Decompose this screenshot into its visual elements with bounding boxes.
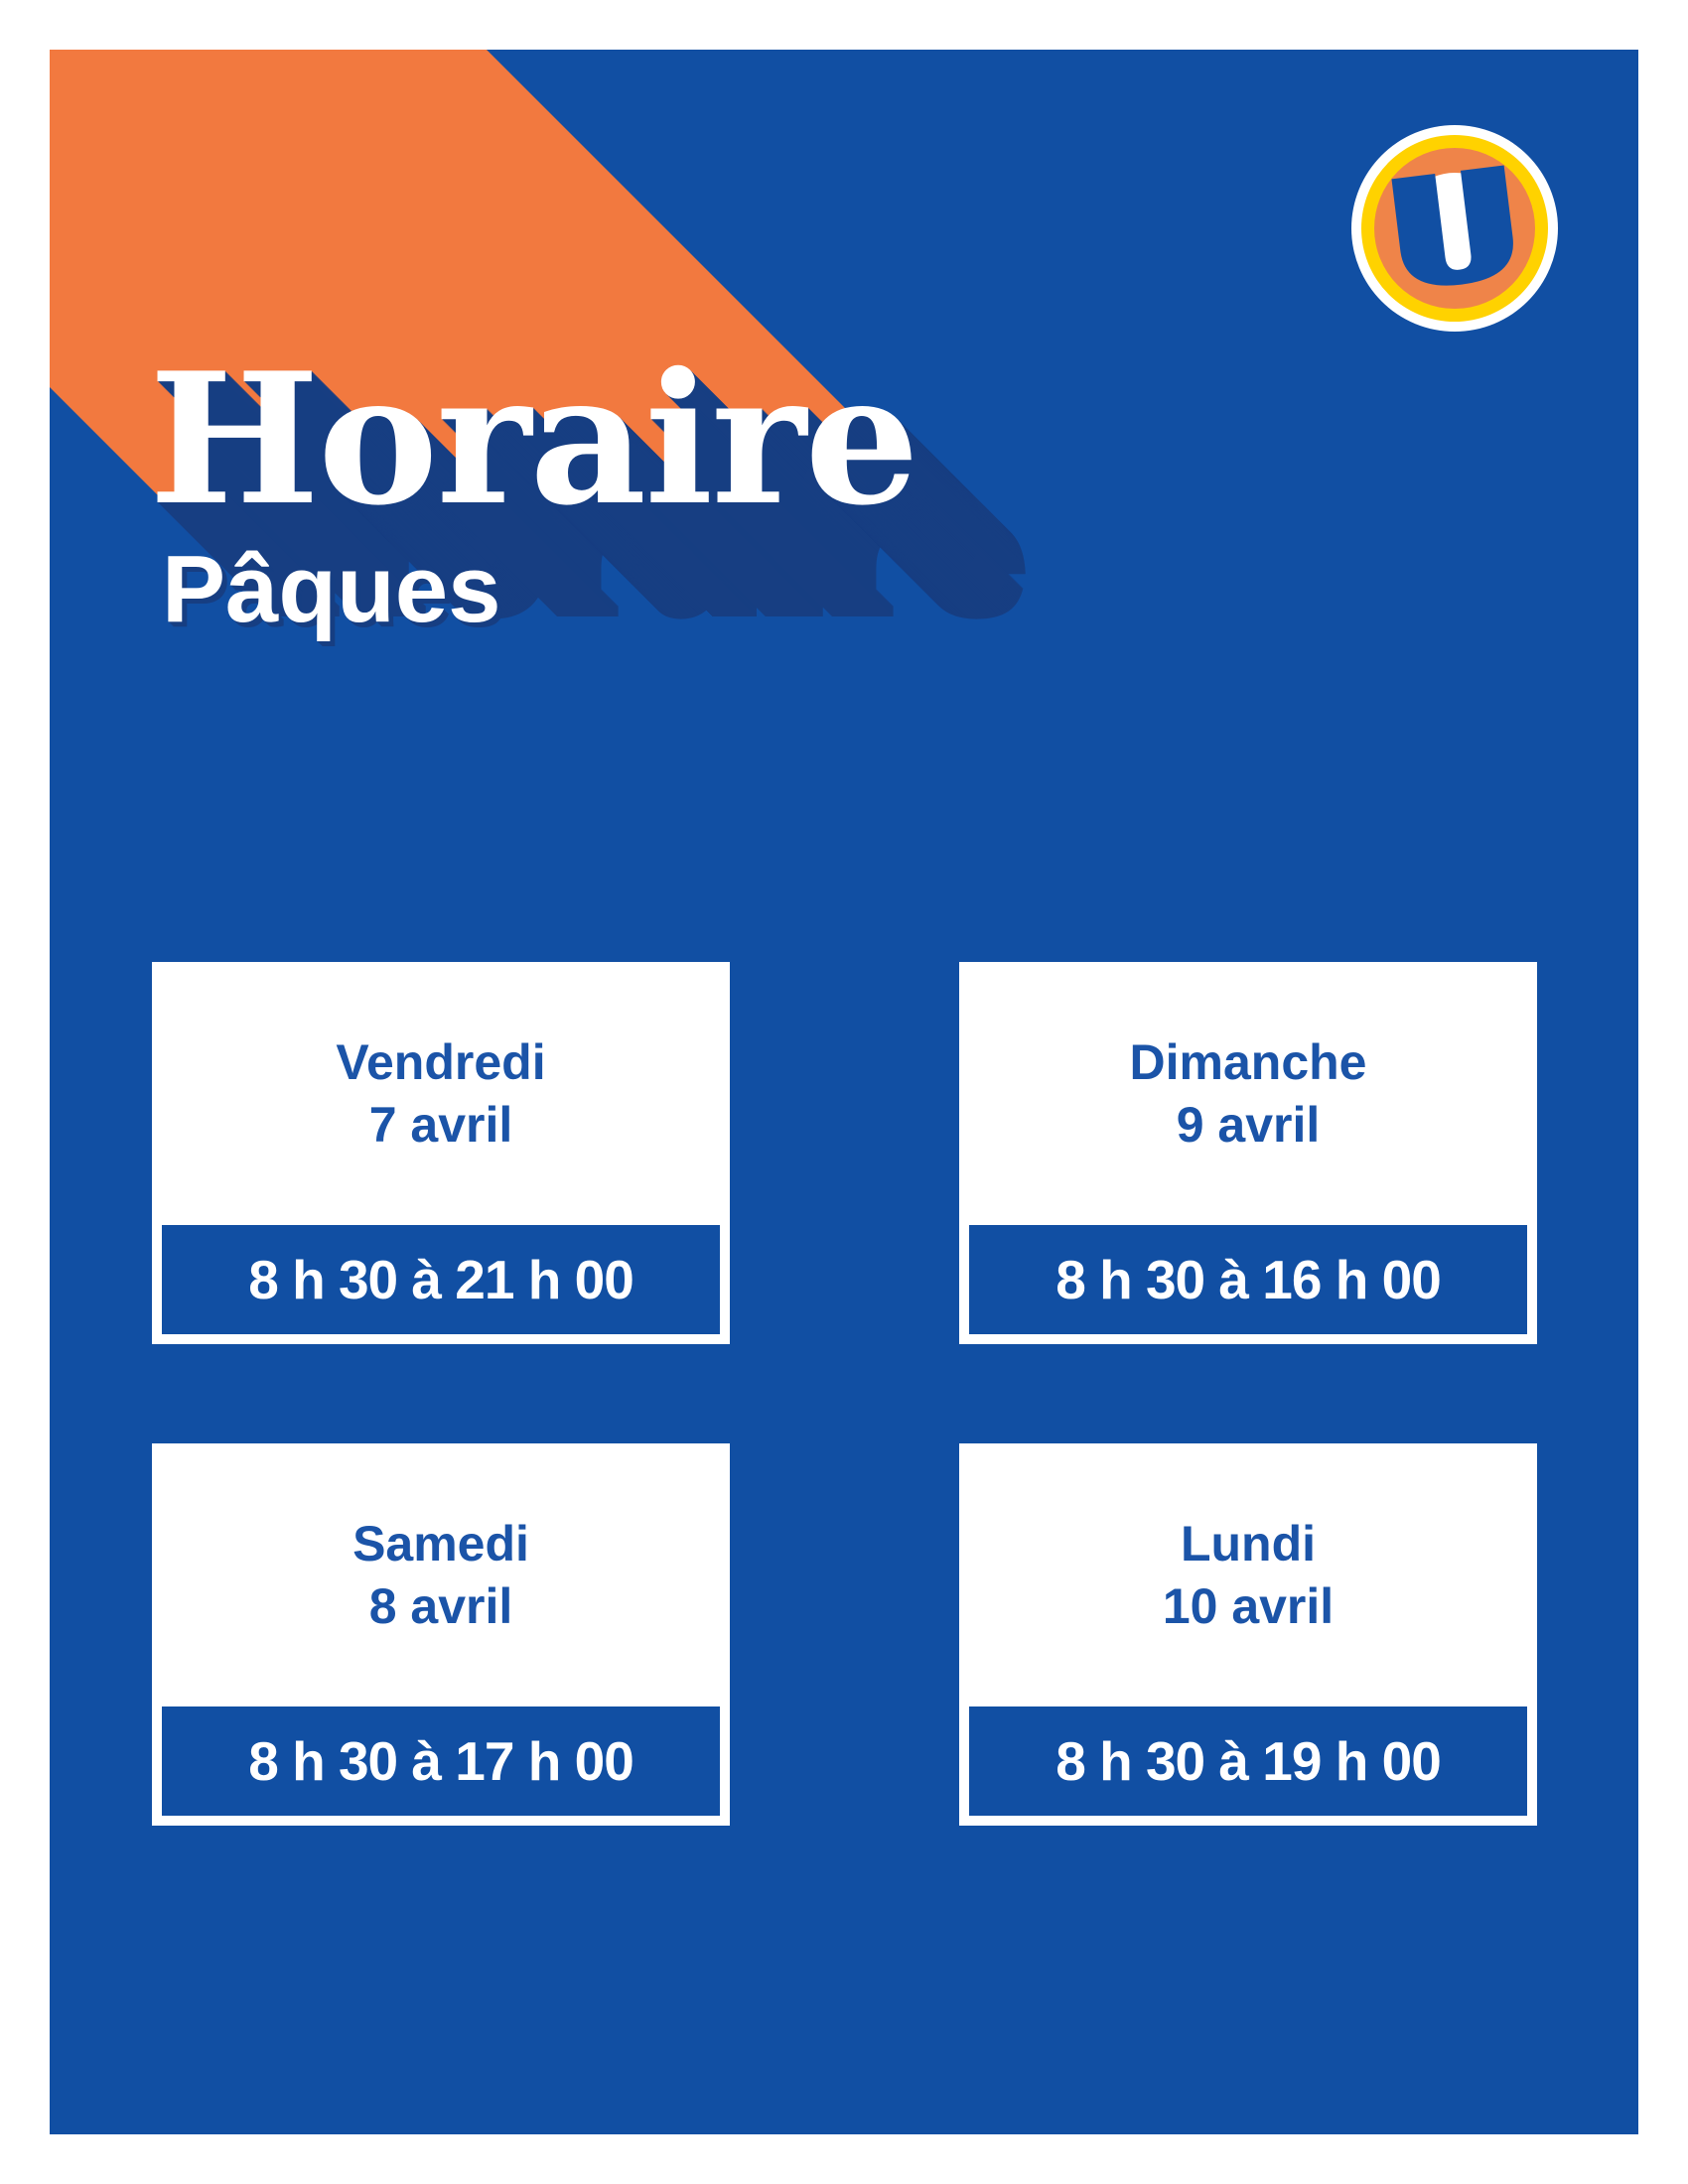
brand-logo: [1351, 125, 1558, 332]
page-subtitle: Pâques: [162, 536, 501, 642]
card-hours-label: 8 h 30 à 17 h 00: [248, 1730, 633, 1792]
card-hours-band: [969, 1706, 1527, 1816]
card-date-label: 7 avril: [368, 1096, 513, 1153]
card-hours-band: [969, 1225, 1527, 1334]
card-day-label: Samedi: [352, 1515, 529, 1571]
card-hours-band: [162, 1706, 720, 1816]
card-day-label: Vendredi: [336, 1033, 546, 1090]
card-date-label: 10 avril: [1162, 1577, 1335, 1634]
card-date-label: 9 avril: [1176, 1096, 1321, 1153]
card-day-label: Lundi: [1180, 1515, 1317, 1571]
card-hours-label: 8 h 30 à 21 h 00: [248, 1249, 633, 1310]
card-hours-label: 8 h 30 à 16 h 00: [1055, 1249, 1441, 1310]
schedule-card: [959, 1443, 1537, 1826]
card-day-label: Dimanche: [1129, 1033, 1367, 1090]
schedule-card: [152, 962, 730, 1344]
poster-background: [50, 50, 1638, 2134]
card-date-label: 8 avril: [368, 1577, 513, 1634]
page-title: Horaire: [149, 333, 917, 545]
card-hours-label: 8 h 30 à 19 h 00: [1055, 1730, 1441, 1792]
schedule-card: [152, 1443, 730, 1826]
card-hours-band: [162, 1225, 720, 1334]
schedule-card: [959, 962, 1537, 1344]
uniprix-u-icon: [1386, 159, 1523, 298]
